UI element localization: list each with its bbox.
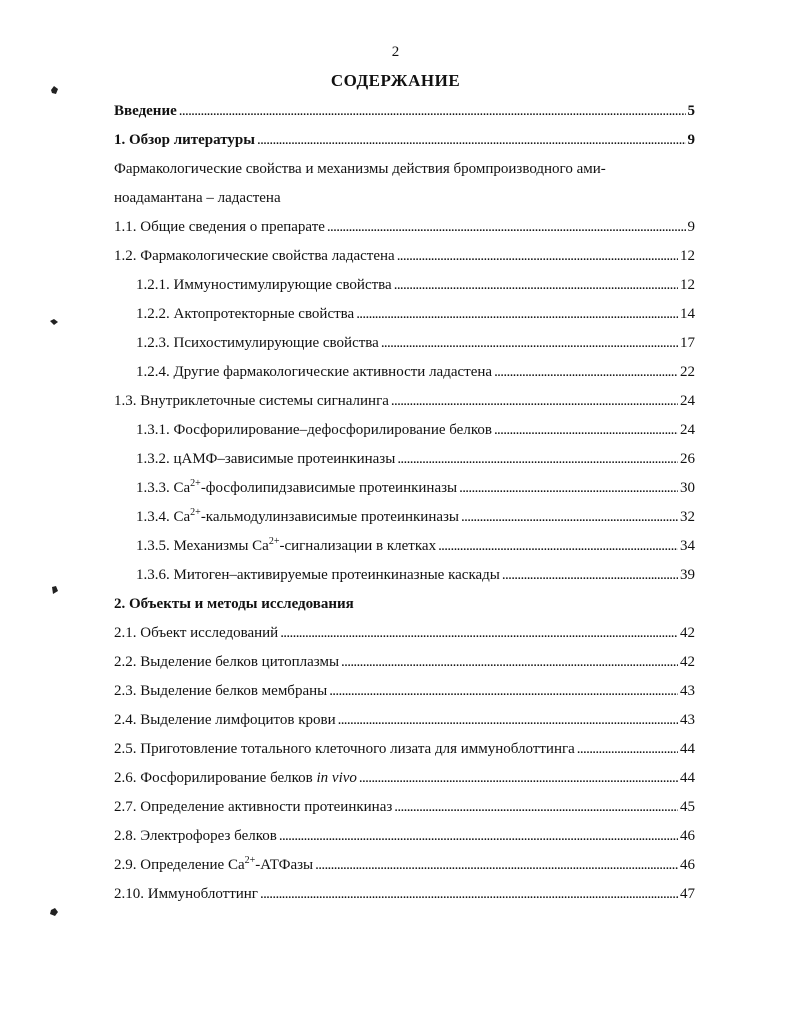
toc-entry-page: 46 (680, 857, 695, 873)
scan-speck-icon (50, 586, 59, 594)
toc-section-heading: 2. Объекты и методы исследования (114, 596, 354, 612)
toc-entry-page: 24 (680, 393, 695, 409)
toc-entry-title: 2.9. Определение $Ca^{2+}$-АТФазы (114, 855, 314, 873)
toc-entry-title: Введение (114, 103, 177, 119)
scan-speck-icon (50, 86, 59, 94)
toc-entry (114, 247, 695, 265)
toc-entry (114, 827, 695, 845)
toc-entry-page: 44 (680, 741, 695, 757)
toc-entry-page: 17 (680, 335, 695, 351)
toc-entry (114, 769, 695, 787)
toc-entry-page: 43 (680, 712, 695, 728)
toc-entry (136, 276, 695, 294)
page-number: 2 (391, 44, 400, 60)
toc-entry (136, 305, 695, 323)
scan-speck-icon (50, 908, 59, 916)
toc-entry (136, 363, 695, 381)
toc-entry (114, 392, 695, 410)
toc-entry-page: 12 (680, 277, 695, 293)
toc-entry-title: 2.8. Электрофорез белков (114, 828, 277, 844)
toc-entry (114, 798, 695, 816)
toc-entry-page: 9 (687, 132, 695, 148)
toc-entry (136, 508, 695, 526)
toc-entry (114, 711, 695, 729)
toc-entry (114, 624, 695, 642)
toc-entry-page: 44 (680, 770, 695, 786)
toc-entry-title: 2.5. Приготовление тотального клеточного лизата для иммуноблоттинга (114, 741, 575, 757)
scan-speck-icon (50, 318, 59, 326)
toc-entry (114, 682, 695, 700)
toc-entry (114, 218, 695, 236)
toc-entry (136, 566, 695, 584)
toc-entry-page: 42 (680, 654, 695, 670)
toc-entry-title: 1.3. Внутриклеточные системы сигналинга (114, 393, 389, 409)
toc-subtitle-line: Фармакологические свойства и механизмы действия бромпроизводного ами- (114, 161, 606, 177)
toc-entry-page: 14 (680, 306, 695, 322)
toc-entry-title: 1.2.1. Иммуностимулирующие свойства (136, 277, 392, 293)
toc-entry-page: 34 (680, 538, 695, 554)
toc-entry-page: 24 (680, 422, 695, 438)
toc-entry-title: 1.3.3. $Ca^{2+}$-фосфолипидзависимые протеинкиназы (136, 478, 458, 496)
toc-entry-page: 30 (680, 480, 695, 496)
toc-entry-title: 1.2.2. Актопротекторные свойства (136, 306, 355, 322)
toc-entry-page: 46 (680, 828, 695, 844)
toc-entry-title: 2.4. Выделение лимфоцитов крови (114, 712, 336, 728)
toc-entry-title: 1.3.2. цАМФ–зависимые протеинкиназы (136, 451, 396, 467)
toc-entry-title: 1.2.4. Другие фармакологические активности ладастена (136, 364, 493, 380)
toc-entry-page: 39 (680, 567, 695, 583)
toc-subtitle-line: ноадамантана – ладастена (114, 190, 281, 206)
toc-entry-page: 32 (680, 509, 695, 525)
toc-entry (114, 131, 695, 149)
toc-entry-title: 2.2. Выделение белков цитоплазмы (114, 654, 340, 670)
toc-entry-page: 43 (680, 683, 695, 699)
toc-entry-page: 45 (680, 799, 695, 815)
toc-entry-title: 2.7. Определение активности протеинкиназ (114, 799, 393, 815)
toc-entry-title: 1.3.5. Механизмы $Ca^{2+}$-сигнализации в клетках (136, 536, 437, 554)
toc-entry (136, 450, 695, 468)
toc-entry-title: 2.1. Объект исследований (114, 625, 279, 641)
toc-entry (136, 479, 695, 497)
toc-entry (136, 537, 695, 555)
toc-entry-page: 42 (680, 625, 695, 641)
toc-entry-title: 2.10. Иммуноблоттинг (114, 886, 258, 902)
page-title: СОДЕРЖАНИЕ (330, 71, 461, 90)
toc-entry-title: 2.3. Выделение белков мембраны (114, 683, 328, 699)
toc-entry (136, 421, 695, 439)
toc-entry-page: 22 (680, 364, 695, 380)
toc-entry-title: 1.2. Фармакологические свойства ладастена (114, 248, 395, 264)
toc-entry-title: 1.3.4. $Ca^{2+}$-кальмодулинзависимые протеинкиназы (136, 507, 460, 525)
toc-entry-page: 9 (687, 219, 695, 235)
toc-entry-page: 26 (680, 451, 695, 467)
toc-entry-title: 1.2.3. Психостимулирующие свойства (136, 335, 379, 351)
toc-entry (114, 856, 695, 874)
toc-entry (114, 653, 695, 671)
toc-entry-title: 1.3.1. Фосфорилирование–дефосфорилирование белков (136, 422, 492, 438)
toc-entry-title: 1. Обзор литературы (114, 132, 255, 148)
toc-entry-title: 1.3.6. Митоген–активируемые протеинкиназные каскады (136, 567, 500, 583)
toc-entry-page: 5 (687, 103, 695, 119)
toc-entry-title: 1.1. Общие сведения о препарате (114, 219, 325, 235)
toc-entry (114, 885, 695, 903)
toc-entry-page: 47 (680, 886, 695, 902)
toc-entry (114, 740, 695, 758)
toc-entry-page: 12 (680, 248, 695, 264)
toc-entry (136, 334, 695, 352)
toc-entry-title: 2.6. Фосфорилирование белков in vivo (114, 770, 357, 786)
toc-entry (114, 102, 695, 120)
